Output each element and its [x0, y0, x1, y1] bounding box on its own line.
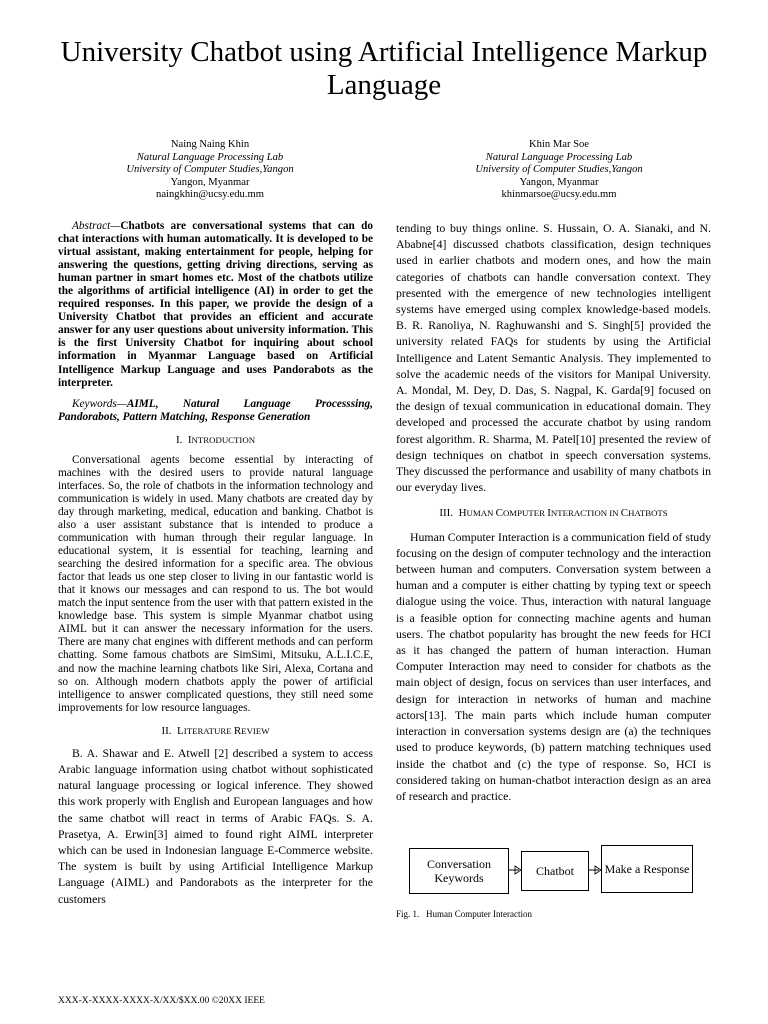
section-title-initial: R — [233, 724, 242, 737]
abstract-label: Abstract— — [72, 220, 121, 232]
literature-review-body-left: B. A. Shawar and E. Atwell [2] described a system to access Arabic language information using chatbot without sophisticated natural language processing or logical inference. They showed this work properly with English and European languages and how the same chatbot will react in terms of Arabic FAQs. S. A. Prasetya, A. Erwin[3] aimed to found right AIML interpreter which can be used in Indonesian language E-Commerce website. The system is built by using Artificial Intelligence Markup Language (AIML) and Pandorabots as the interpreter for the customers — [58, 745, 373, 906]
author-email: khinmarsoe@ucsy.edu.mm — [501, 189, 617, 201]
literature-review-body-right: tending to buy things online. S. Hussain, O. A. Sianaki, and N. Ababne[4] discussed chatbots classification, design techniques used in earlier chatbots and modern ones, and how the main categories of chatbots can handle conversation context. They presented with the emergence of new technologies intelligent systems have emerged using complex knowledge-based models. B. R. Ranoliya, N. Raghuwanshi and S. Singh[5] provided the university related FAQs for students by using the Artificial Intelligence and Latent Semantic Analysis. They implemented to solve the academic needs of the visitors for Manipal University. A. Mondal, M. Dey, D. Das, S. Nagpal, K. Garda[9] focused on the design of texual communication in educational domain. They developed and processed the accurate chatbot by using random forest algorithm. R. Sharma, M. Patel[10] presented the review of design techniques on chatbot in speech conversation systems. They discussed the performance and usability of many chatbots in our everyday lives. — [396, 221, 711, 495]
section-title-initial: C — [495, 507, 503, 520]
author-email: naingkhin@ucsy.edu.mm — [156, 189, 264, 201]
flow-box-label: Make a Response — [604, 862, 690, 876]
author-lab: Natural Language Processing Lab — [485, 151, 633, 163]
section-title-part: NTERACTION IN — [550, 508, 621, 519]
copyright-footer: XXX-X-XXXX-XXXX-X/XX/$XX.00 ©20XX IEEE — [58, 996, 265, 1006]
section-title-initial: L — [177, 724, 184, 737]
author-block-2 — [429, 139, 689, 202]
paper-title: University Chatbot using Artificial Intelligence Markup Language — [60, 36, 708, 101]
section-title-initial: I — [187, 433, 192, 446]
keywords-text: AIML, Natural Language Processsing, Pandorabots, Pattern Matching, Response Generation — [58, 397, 373, 423]
section-title-initial: I — [547, 507, 551, 520]
flow-box-make-a-response — [601, 845, 693, 893]
right-column — [396, 220, 711, 804]
section-title-rest: EVIEW — [241, 725, 270, 736]
left-column — [58, 220, 373, 907]
flow-box-label: Conversation Keywords — [427, 857, 491, 885]
section-heading-introduction — [58, 434, 373, 447]
author-lab: Natural Language Processing Lab — [136, 151, 284, 163]
section-title-rest: HATBOTS — [628, 508, 668, 519]
figure-caption — [396, 909, 532, 919]
author-location: Yangon, Myanmar — [519, 176, 599, 188]
section-number: I. — [175, 433, 183, 446]
abstract — [58, 220, 373, 390]
hci-figure — [407, 845, 697, 895]
author-name: Naing Naing Khin — [170, 139, 250, 150]
section-title-part: OMPUTER — [502, 508, 548, 519]
section-heading-hci — [396, 505, 711, 521]
section-title-initial: H — [458, 507, 467, 520]
introduction-body: Conversational agents become essential by interacting of machines with the desired users to provide natural language interfaces. So, the role of chatbots in the information technology and communication is widely in used. Many chatbots are created day by day through marketing, medical, education and banking. Chatbot is also a user assistant substance that is intended to produce a communication with human through their regular language. In educational system, it is essential for teaching, learning and searching the desired information for a specific area. The obvious factor that leads us one step closer to living in our fantastic world is that it knows our messages and can respond to us. The bot would match the input sentence from the user with that pattern existed in the knowledge base. This system is simple Myanmar chatbot using AIML but it can answer the necessary information for the users. There are many chat engines with different methods and can perform chatting. Some famous chatbots are SimSimi, Mitsuku, A.L.I.C.E, and now the machine learning chatbots like Siri, Alexa, Cortana and so on. Although modern chatbots apply the power of artificial intelligence to answer complicated questions, they still need some improvements for low resource languages. — [58, 453, 373, 714]
author-block-1 — [80, 139, 340, 202]
figure-caption-text: Human Computer Interaction — [426, 909, 532, 919]
abstract-text: Chatbots are conversational systems that can do chat interactions with human automatically. It is developed to be virtual assistant, making entertainment for people, helping for answering the questions, getting driving directions, serving as human partner in smart homes etc. Most of the chatbots utilize the algorithms of artificial intelligence (AI) in order to get the required responses. In this paper, we provide the design of a University Chatbot that provides an efficient and accurate answer for any user questions about university information. This is the first University Chatbot for inquiring about school information in Myanmar Language based on Artificial Intelligence Markup Language and uses Pandorabots as the interpreter. — [58, 220, 373, 389]
flow-box-chatbot — [521, 851, 589, 891]
section-title-rest: NTRODUCTION — [191, 434, 256, 445]
author-name: Khin Mar Soe — [528, 139, 590, 150]
keywords-label: Keywords— — [72, 397, 127, 410]
section-title-initial: C — [620, 507, 629, 520]
flow-box-label: Chatbot — [536, 864, 574, 878]
section-title-part: UMAN — [466, 508, 496, 519]
section-heading-literature-review — [58, 725, 373, 738]
hci-body: Human Computer Interaction is a communication field of study focusing on the design of computer technology and the interaction between human and computers. Conversation system between a human and a computer is either chatting by typing text or speech dialogue using the voice. Thus, interaction with natural language is a feasible option for connecting machine agents and human users. The chatbot popularity has brought the new feeds for HCI as it has changed the pattern of human interaction. Human Computer Interaction may need to consider for chatbots as the main object of design, focus on services than user interfaces, and design for interaction in networks of human and machine actors[13]. The main parts which include human computer interaction in conversation systems design are (a) the techniques used to produce keywords, (b) pattern matching techniques used inside the chatbot and (c) the type of response. So, HCI is considered taking on human-chatbot interaction design as an area of research and practice. — [396, 529, 711, 803]
section-number: III. — [439, 507, 454, 520]
author-university: University of Computer Studies,Yangon — [126, 164, 294, 176]
keywords — [58, 398, 373, 424]
flow-box-conversation-keywords — [409, 848, 509, 894]
section-number: II. — [161, 724, 172, 737]
author-location: Yangon, Myanmar — [170, 176, 250, 188]
section-title-part: ITERATURE — [183, 725, 234, 736]
author-university: University of Computer Studies,Yangon — [475, 164, 643, 176]
figure-caption-label: Fig. 1. — [396, 909, 420, 919]
